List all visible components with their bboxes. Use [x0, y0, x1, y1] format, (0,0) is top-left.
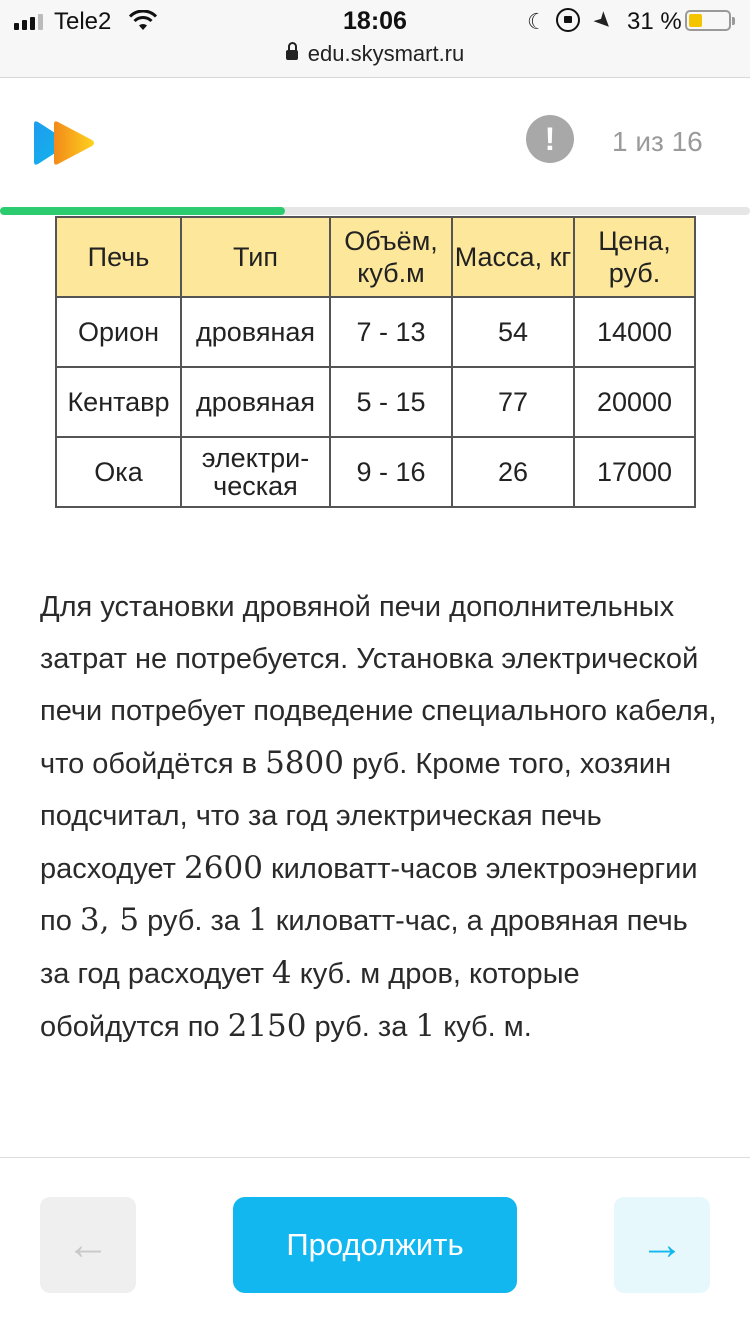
task-description: [40, 582, 720, 1054]
task-number: 1: [415, 1008, 436, 1045]
table-cell: 14000: [574, 297, 695, 367]
progress-bar: [0, 207, 750, 215]
task-text: киловатт-час, а дровяная печь за год расходует: [40, 905, 688, 991]
table-cell: Ока: [56, 437, 181, 507]
task-text: киловатт-часов электроэнергии по: [40, 852, 698, 938]
stove-table: [55, 216, 696, 508]
table-header-cell: Масса, кг: [452, 217, 574, 297]
table-cell: дровяная: [181, 367, 330, 437]
arrow-right-icon: →: [640, 1220, 684, 1269]
task-number: 2150: [227, 1008, 307, 1045]
progress-fill: [0, 207, 285, 215]
lock-icon: [286, 50, 298, 60]
table-row: [56, 297, 695, 367]
status-bar: [0, 0, 750, 40]
table-header-cell: Объём, куб.м: [330, 217, 452, 297]
task-number: 1: [247, 902, 268, 939]
skysmart-logo-icon[interactable]: [32, 118, 98, 168]
task-number: 3, 5: [79, 902, 140, 939]
task-text: Для установки дровяной печи дополнительных затрат не потребуется. Установка электрической печи потребует подведение специального кабеля, что обойдётся в: [40, 591, 717, 780]
table-cell: 5 - 15: [330, 367, 452, 437]
arrow-left-icon: ←: [66, 1220, 110, 1269]
task-text: руб. Кроме того, хозяин подсчитал, что за год электрическая печь расходует: [40, 747, 672, 885]
table-cell: электри-ческая: [181, 437, 330, 507]
table-cell: Орион: [56, 297, 181, 367]
report-issue-icon[interactable]: !: [526, 115, 574, 163]
address-bar[interactable]: [0, 40, 750, 78]
task-counter: 1 из 16: [612, 126, 703, 157]
table-header-cell: Тип: [181, 217, 330, 297]
task-number: 4: [271, 955, 292, 992]
battery-icon: [685, 10, 731, 31]
task-number: 5800: [265, 744, 344, 781]
table-cell: 54: [452, 297, 574, 367]
table-row: [56, 437, 695, 507]
task-text: руб. за: [306, 1011, 416, 1044]
back-button[interactable]: [40, 1197, 136, 1293]
carrier-name: Tele2: [54, 8, 112, 35]
rotation-lock-icon: [556, 8, 580, 32]
task-number: 2600: [184, 849, 263, 886]
task-text: куб. м.: [435, 1011, 532, 1044]
table-cell: 20000: [574, 367, 695, 437]
table-cell: дровяная: [181, 297, 330, 367]
url-text: edu.skysmart.ru: [307, 41, 465, 66]
table-cell: 7 - 13: [330, 297, 452, 367]
battery-percentage: 31 %: [627, 8, 682, 35]
table-cell: Кентавр: [56, 367, 181, 437]
moon-icon: ☾: [527, 9, 547, 34]
divider: [0, 1157, 750, 1158]
table-cell: 9 - 16: [330, 437, 452, 507]
task-text: куб. м дров, которые обойдутся по: [40, 958, 580, 1044]
table-row: [56, 367, 695, 437]
table-cell: 17000: [574, 437, 695, 507]
table-cell: 26: [452, 437, 574, 507]
table-header-cell: Печь: [56, 217, 181, 297]
table-header-cell: Цена, руб.: [574, 217, 695, 297]
table-cell: 77: [452, 367, 574, 437]
continue-button[interactable]: Продолжить: [233, 1197, 517, 1293]
task-text: руб. за: [139, 905, 248, 938]
table-header-row: [56, 217, 695, 297]
status-time: 18:06: [343, 7, 407, 35]
next-button[interactable]: [614, 1197, 710, 1293]
location-arrow-icon: ➤: [588, 5, 619, 37]
